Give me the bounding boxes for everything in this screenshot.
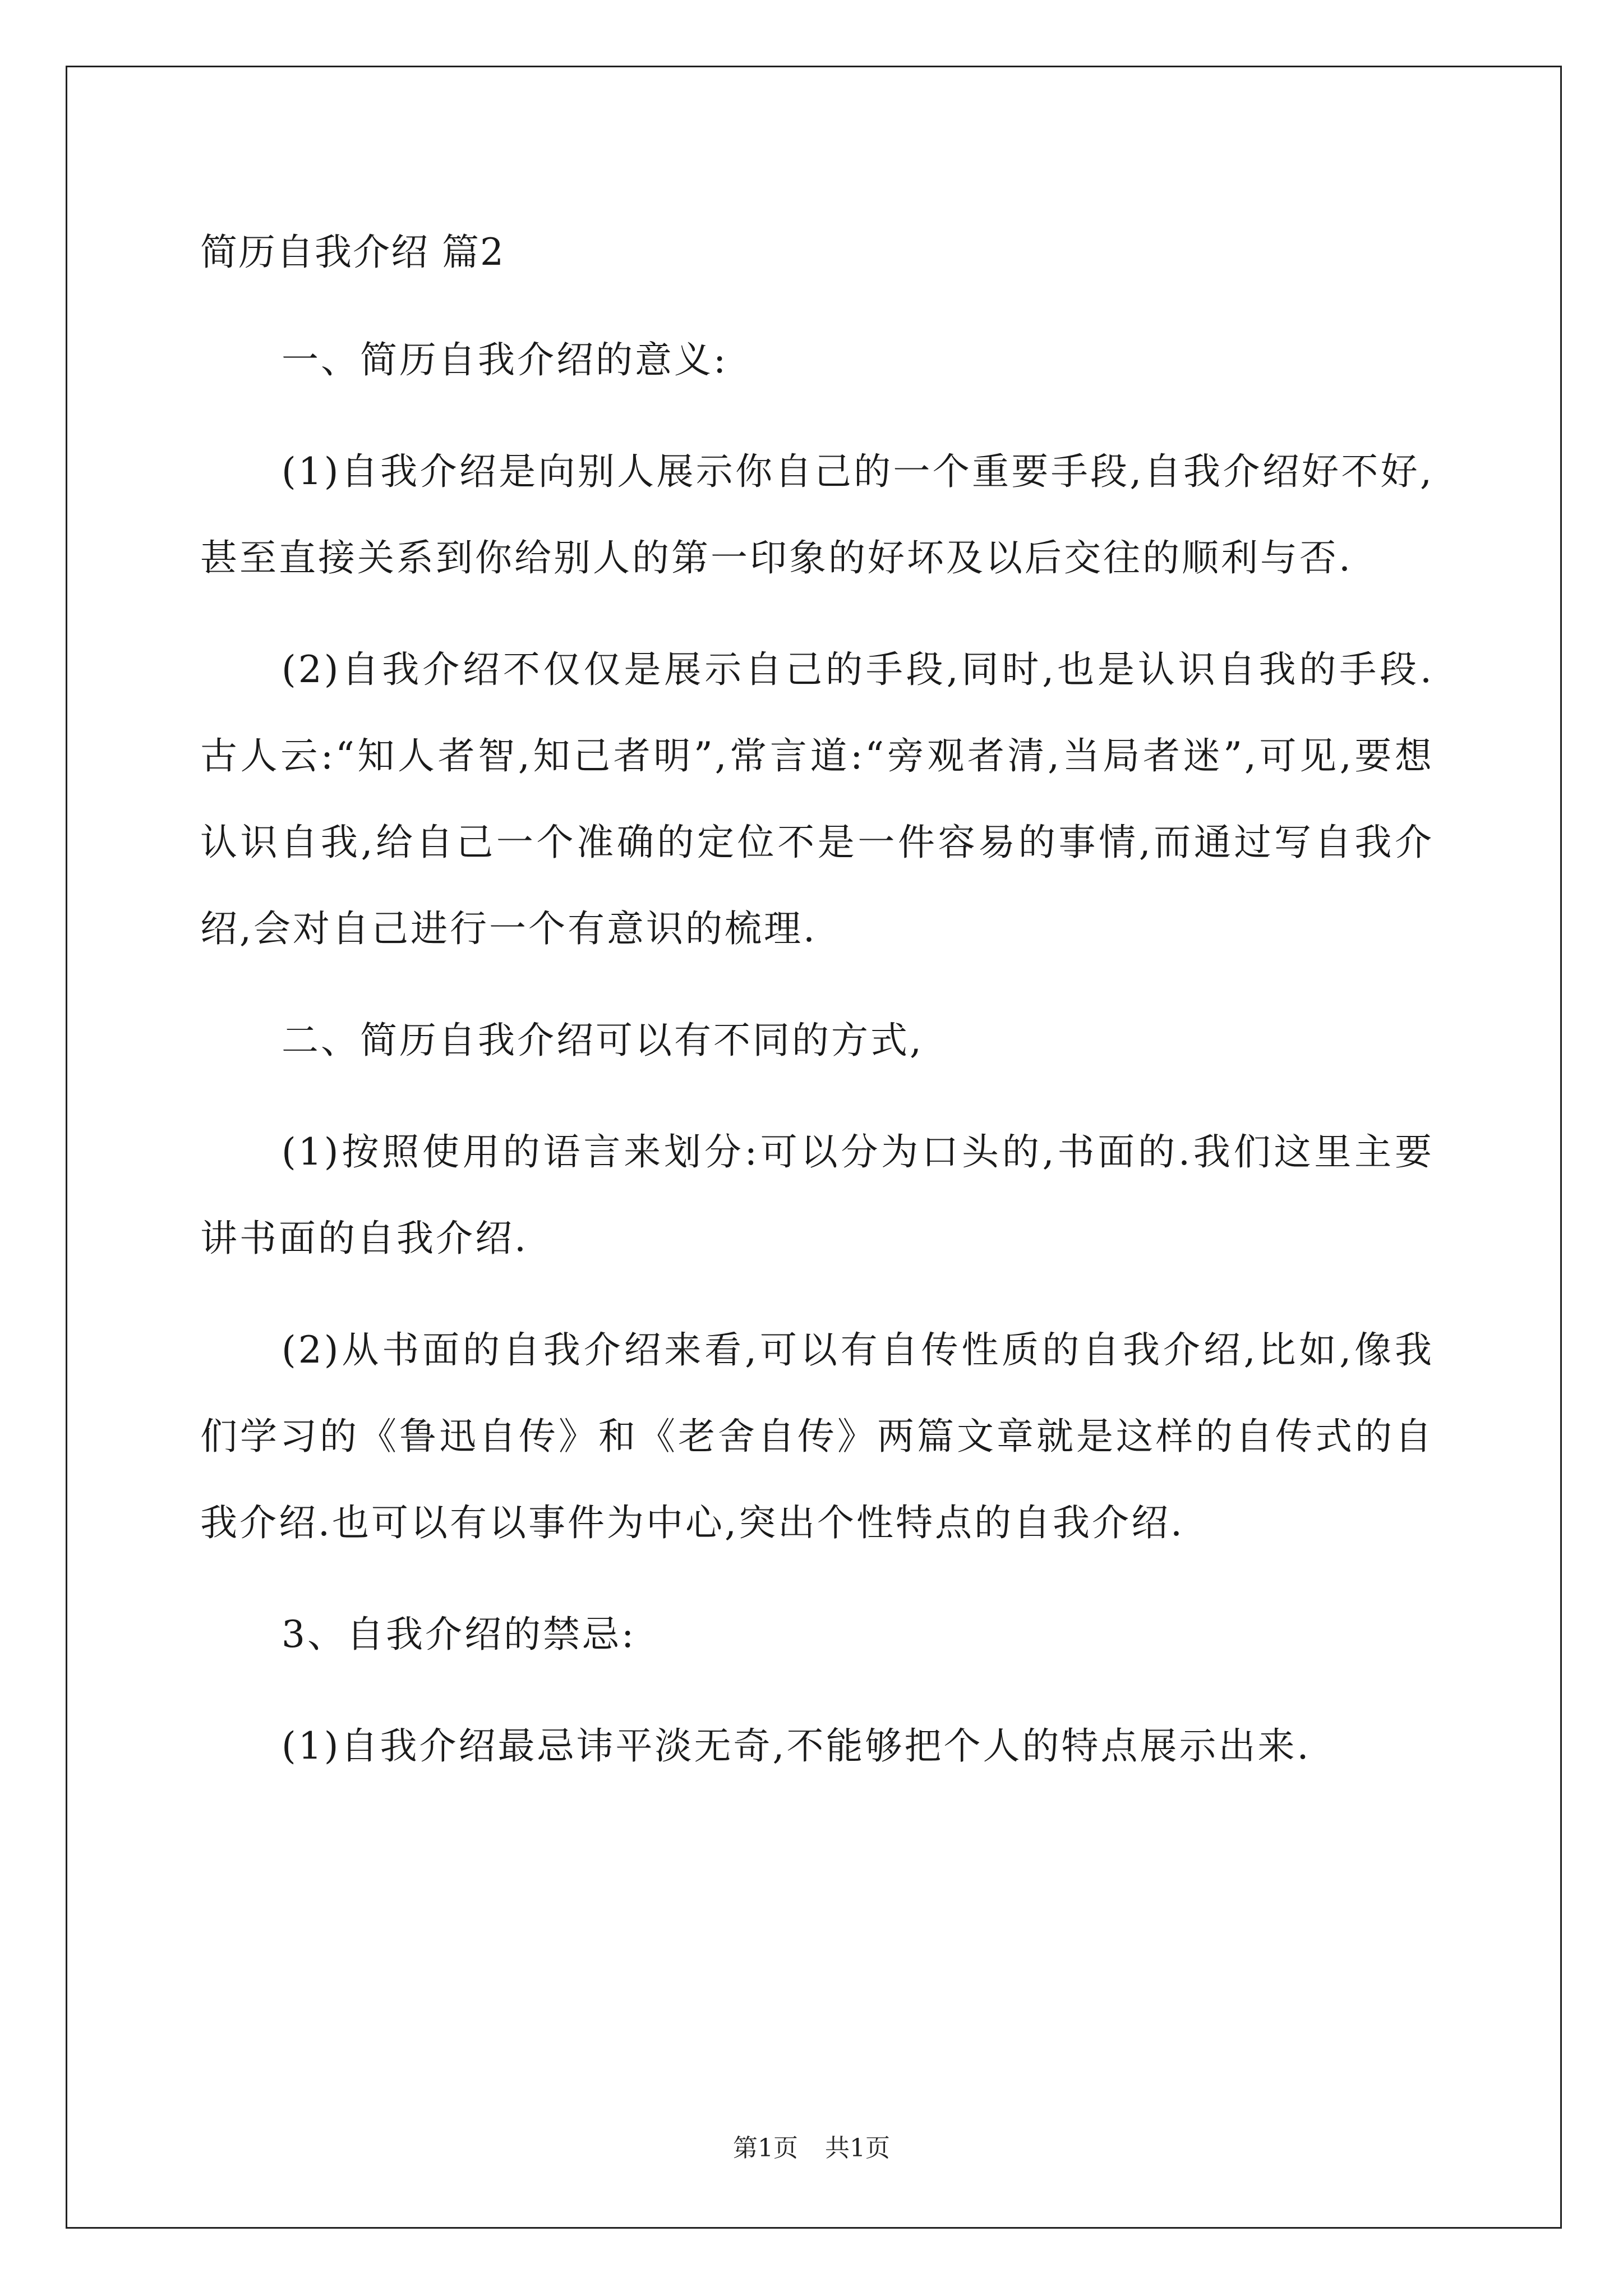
page-number-total: 共1页	[825, 2134, 890, 2162]
paragraph-heading-methods: 二、简历自我介绍可以有不同的方式,	[282, 1019, 924, 1062]
paragraph: (1)按照使用的语言来划分:可以分为口头的,书面的.我们这里主要讲书面的自我介绍.	[200, 1130, 1434, 1260]
document-title: 简历自我介绍 篇2	[200, 231, 505, 274]
paragraph: (1)自我介绍最忌讳平淡无奇,不能够把个人的特点展示出来.	[282, 1724, 1311, 1768]
page-footer	[0, 2132, 1623, 2165]
paragraph: (2)自我介绍不仅仅是展示自己的手段,同时,也是认识自我的手段.古人云:“知人者智,知己者明”,常言道:“旁观者清,当局者迷”,可见,要想认识自我,给自己一个准确的定位不是一件容易的事情,而通过写自我介绍,会对自己进行一个有意识的梳理.	[200, 648, 1434, 950]
paragraph: (1)自我介绍是向别人展示你自己的一个重要手段,自我介绍好不好,甚至直接关系到你给别人的第一印象的好坏及以后交往的顺利与否.	[200, 450, 1434, 579]
paragraph-heading-meaning: 一、简历自我介绍的意义:	[282, 338, 728, 381]
paragraph-heading-taboos: 3、自我介绍的禁忌:	[282, 1613, 637, 1656]
paragraph: (2)从书面的自我介绍来看,可以有自传性质的自我介绍,比如,像我们学习的《鲁迅自传》和《老舍自传》两篇文章就是这样的自传式的自我介绍.也可以有以事件为中心,突出个性特点的自我介绍.	[200, 1328, 1434, 1544]
document-body	[200, 213, 1434, 1815]
page-number-current: 第1页	[733, 2134, 798, 2162]
